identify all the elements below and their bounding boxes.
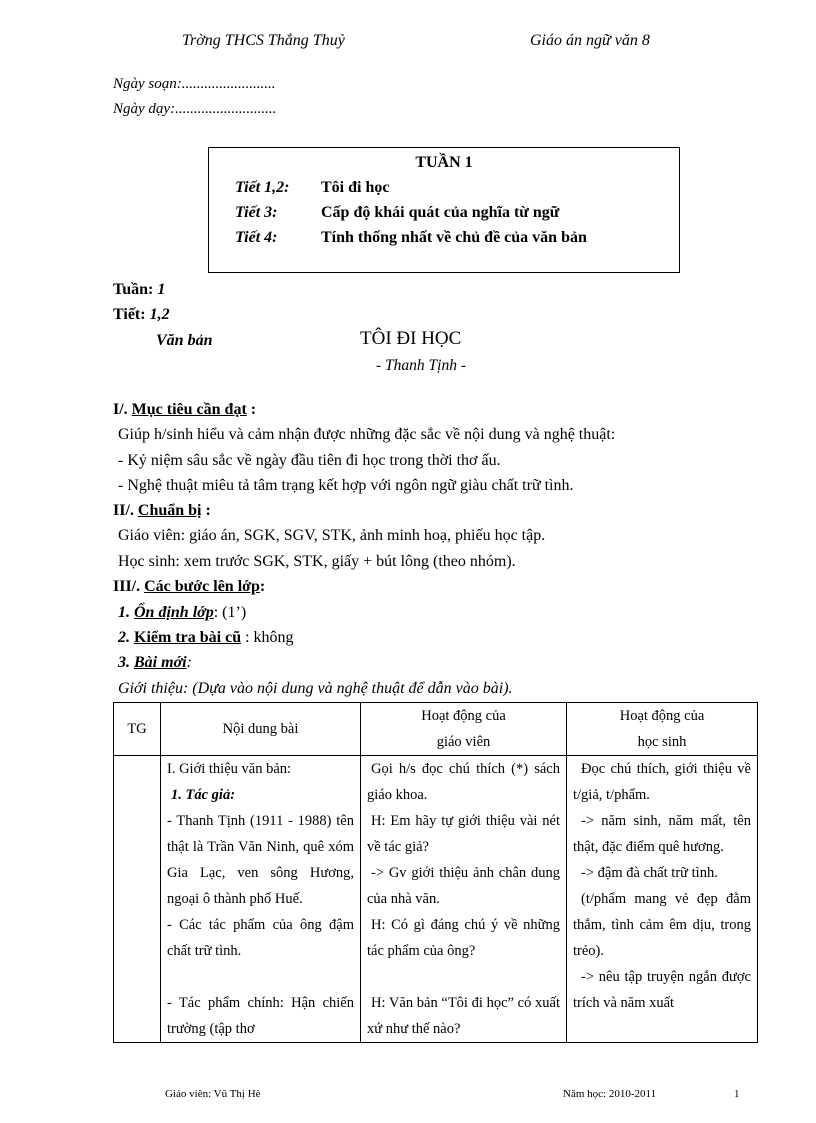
week-row <box>235 204 559 222</box>
tiet-line <box>113 306 170 324</box>
th-noi-dung: Nội dung bài <box>161 703 361 756</box>
section1-line: - Nghệ thuật miêu tả tâm trạng kết hợp với ngôn ngữ giàu chất trữ tình. <box>118 477 574 494</box>
tuan-line <box>113 281 165 299</box>
hs-line: -> năm sinh, năm mất, tên thật, đặc điểm quê hương. <box>573 813 751 855</box>
step2-label: Kiểm tra bài cũ <box>134 629 242 646</box>
step1-rest: : (1’) <box>213 604 247 621</box>
week-row-key: Tiết 3: <box>235 204 278 221</box>
content-line: - Các tác phẩm của ông đậm chất trữ tình. <box>167 917 354 959</box>
week-row-key: Tiết 1,2: <box>235 179 290 196</box>
th-gv-line1: Hoạt động của <box>421 708 506 724</box>
tuan-value: 1 <box>157 281 166 298</box>
step2-rest: : không <box>241 629 294 646</box>
hs-line: -> đậm đà chất trữ tình. <box>581 865 718 881</box>
section1-colon: : <box>246 401 257 418</box>
footer-year: Năm học: 2010-2011 <box>563 1088 657 1100</box>
week-row-value: Tính thống nhất về chủ đề của văn bản <box>321 229 587 246</box>
section3-colon: : <box>259 578 266 595</box>
section1-title: Mục tiêu cần đạt <box>131 401 247 418</box>
ngay-soan: Ngày soạn:......................... <box>113 76 276 92</box>
week-box <box>208 147 680 273</box>
section1-num: I/. <box>113 401 132 418</box>
week-row-value: Cấp độ khái quát của nghĩa từ ngữ <box>321 204 560 221</box>
section2-heading <box>113 502 211 520</box>
hs-line: -> nêu tập truyện ngắn được trích và năm xuất <box>573 969 751 1011</box>
th-hs-line2: học sinh <box>637 734 687 750</box>
section1-line: Giúp h/sinh hiểu và cảm nhận được những đặc sắc về nội dung và nghệ thuật: <box>118 426 616 443</box>
tiet-label: Tiết: <box>113 306 150 323</box>
content-line: - Thanh Tịnh (1911 - 1988) tên thật là Trần Văn Ninh, quê xóm Gia Lạc, ven sông Hương, ngoại ô thành phố Huế. <box>167 813 354 907</box>
th-hs-line1: Hoạt động của <box>619 708 705 724</box>
cell-giao-vien <box>361 756 567 1043</box>
content-line: - Tác phẩm chính: Hận chiến trường (tập thơ <box>167 995 354 1037</box>
th-tg: TG <box>114 703 161 756</box>
section2-colon: : <box>201 502 211 519</box>
spacer <box>367 964 560 990</box>
gv-line: Gọi h/s đọc chú thích (*) sách giáo khoa. <box>367 761 560 803</box>
step2 <box>118 629 294 647</box>
step3-num: 3. <box>118 654 134 671</box>
gv-line: H: Em hãy tự giới thiệu vài nét về tác giả? <box>367 813 560 855</box>
week-row <box>235 229 587 247</box>
tuan-label: Tuần: <box>113 281 158 298</box>
content-line: 1. Tác giả: <box>171 787 236 803</box>
section3-heading <box>113 578 265 596</box>
spacer <box>167 964 354 990</box>
step1-num: 1. <box>118 604 134 621</box>
step2-num: 2. <box>118 629 134 646</box>
gv-line: -> Gv giới thiệu ảnh chân dung của nhà văn. <box>367 865 560 907</box>
section2-title: Chuẩn bị <box>137 502 202 519</box>
section2-line: Học sinh: xem trước SGK, STK, giấy + bút lông (theo nhóm). <box>118 553 516 570</box>
lesson-title: TÔI ĐI HỌC <box>360 328 462 349</box>
week-row <box>235 179 389 197</box>
th-hoc-sinh <box>567 703 758 756</box>
th-gv-line2: giáo viên <box>436 734 491 750</box>
section1-heading <box>113 401 256 419</box>
section2-line: Giáo viên: giáo án, SGK, SGV, STK, ảnh minh hoạ, phiếu học tập. <box>118 527 546 544</box>
hs-line: (t/phẩm mang vẻ đẹp đằm thắm, tình cảm êm dịu, trong trẻo). <box>573 891 751 959</box>
intro-line: Giới thiệu: (Dựa vào nội dung và nghệ thuật để dẫn vào bài). <box>118 680 513 697</box>
lesson-author: - Thanh Tịnh - <box>376 357 466 374</box>
tiet-value: 1,2 <box>149 306 170 323</box>
week-title: TUẦN 1 <box>415 154 473 171</box>
content-line: I. Giới thiệu văn bản: <box>167 761 292 777</box>
header-school: Trờng THCS Thắng Thuỷ <box>182 32 345 49</box>
step3-label: Bài mới <box>134 654 187 671</box>
section2-num: II/. <box>113 502 138 519</box>
week-row-value: Tôi đi học <box>321 179 390 196</box>
week-row-key: Tiết 4: <box>235 229 278 246</box>
gv-line: H: Văn bản “Tôi đi học” có xuất xứ như thế nào? <box>367 995 560 1037</box>
header-subject: Giáo án ngữ văn 8 <box>530 32 650 49</box>
step1 <box>118 604 246 622</box>
table-row <box>114 756 758 1043</box>
section3-title: Các bước lên lớp <box>144 578 260 595</box>
gv-line: H: Có gì đáng chú ý về những tác phẩm của ông? <box>367 917 560 959</box>
table-header-row <box>114 703 758 756</box>
section1-line: - Kỷ niệm sâu sắc về ngày đầu tiên đi học trong thời thơ ấu. <box>118 452 501 469</box>
section3-num: III/. <box>113 578 145 595</box>
step1-label: Ổn định lớp <box>134 604 214 621</box>
step3 <box>118 654 192 672</box>
footer-teacher: Giáo viên: Vũ Thị Hè <box>165 1088 261 1100</box>
ngay-day: Ngày dạy:........................... <box>113 101 277 117</box>
step3-rest: : <box>186 654 192 671</box>
cell-hoc-sinh <box>567 756 758 1043</box>
cell-tg <box>114 756 161 1043</box>
th-giao-vien <box>361 703 567 756</box>
lesson-table <box>113 702 758 1043</box>
page-number: 1 <box>734 1088 740 1100</box>
van-ban-label: Văn bản <box>156 332 213 349</box>
cell-noi-dung <box>161 756 361 1043</box>
hs-line: Đọc chú thích, giới thiệu về t/giả, t/phẩm. <box>573 761 751 803</box>
